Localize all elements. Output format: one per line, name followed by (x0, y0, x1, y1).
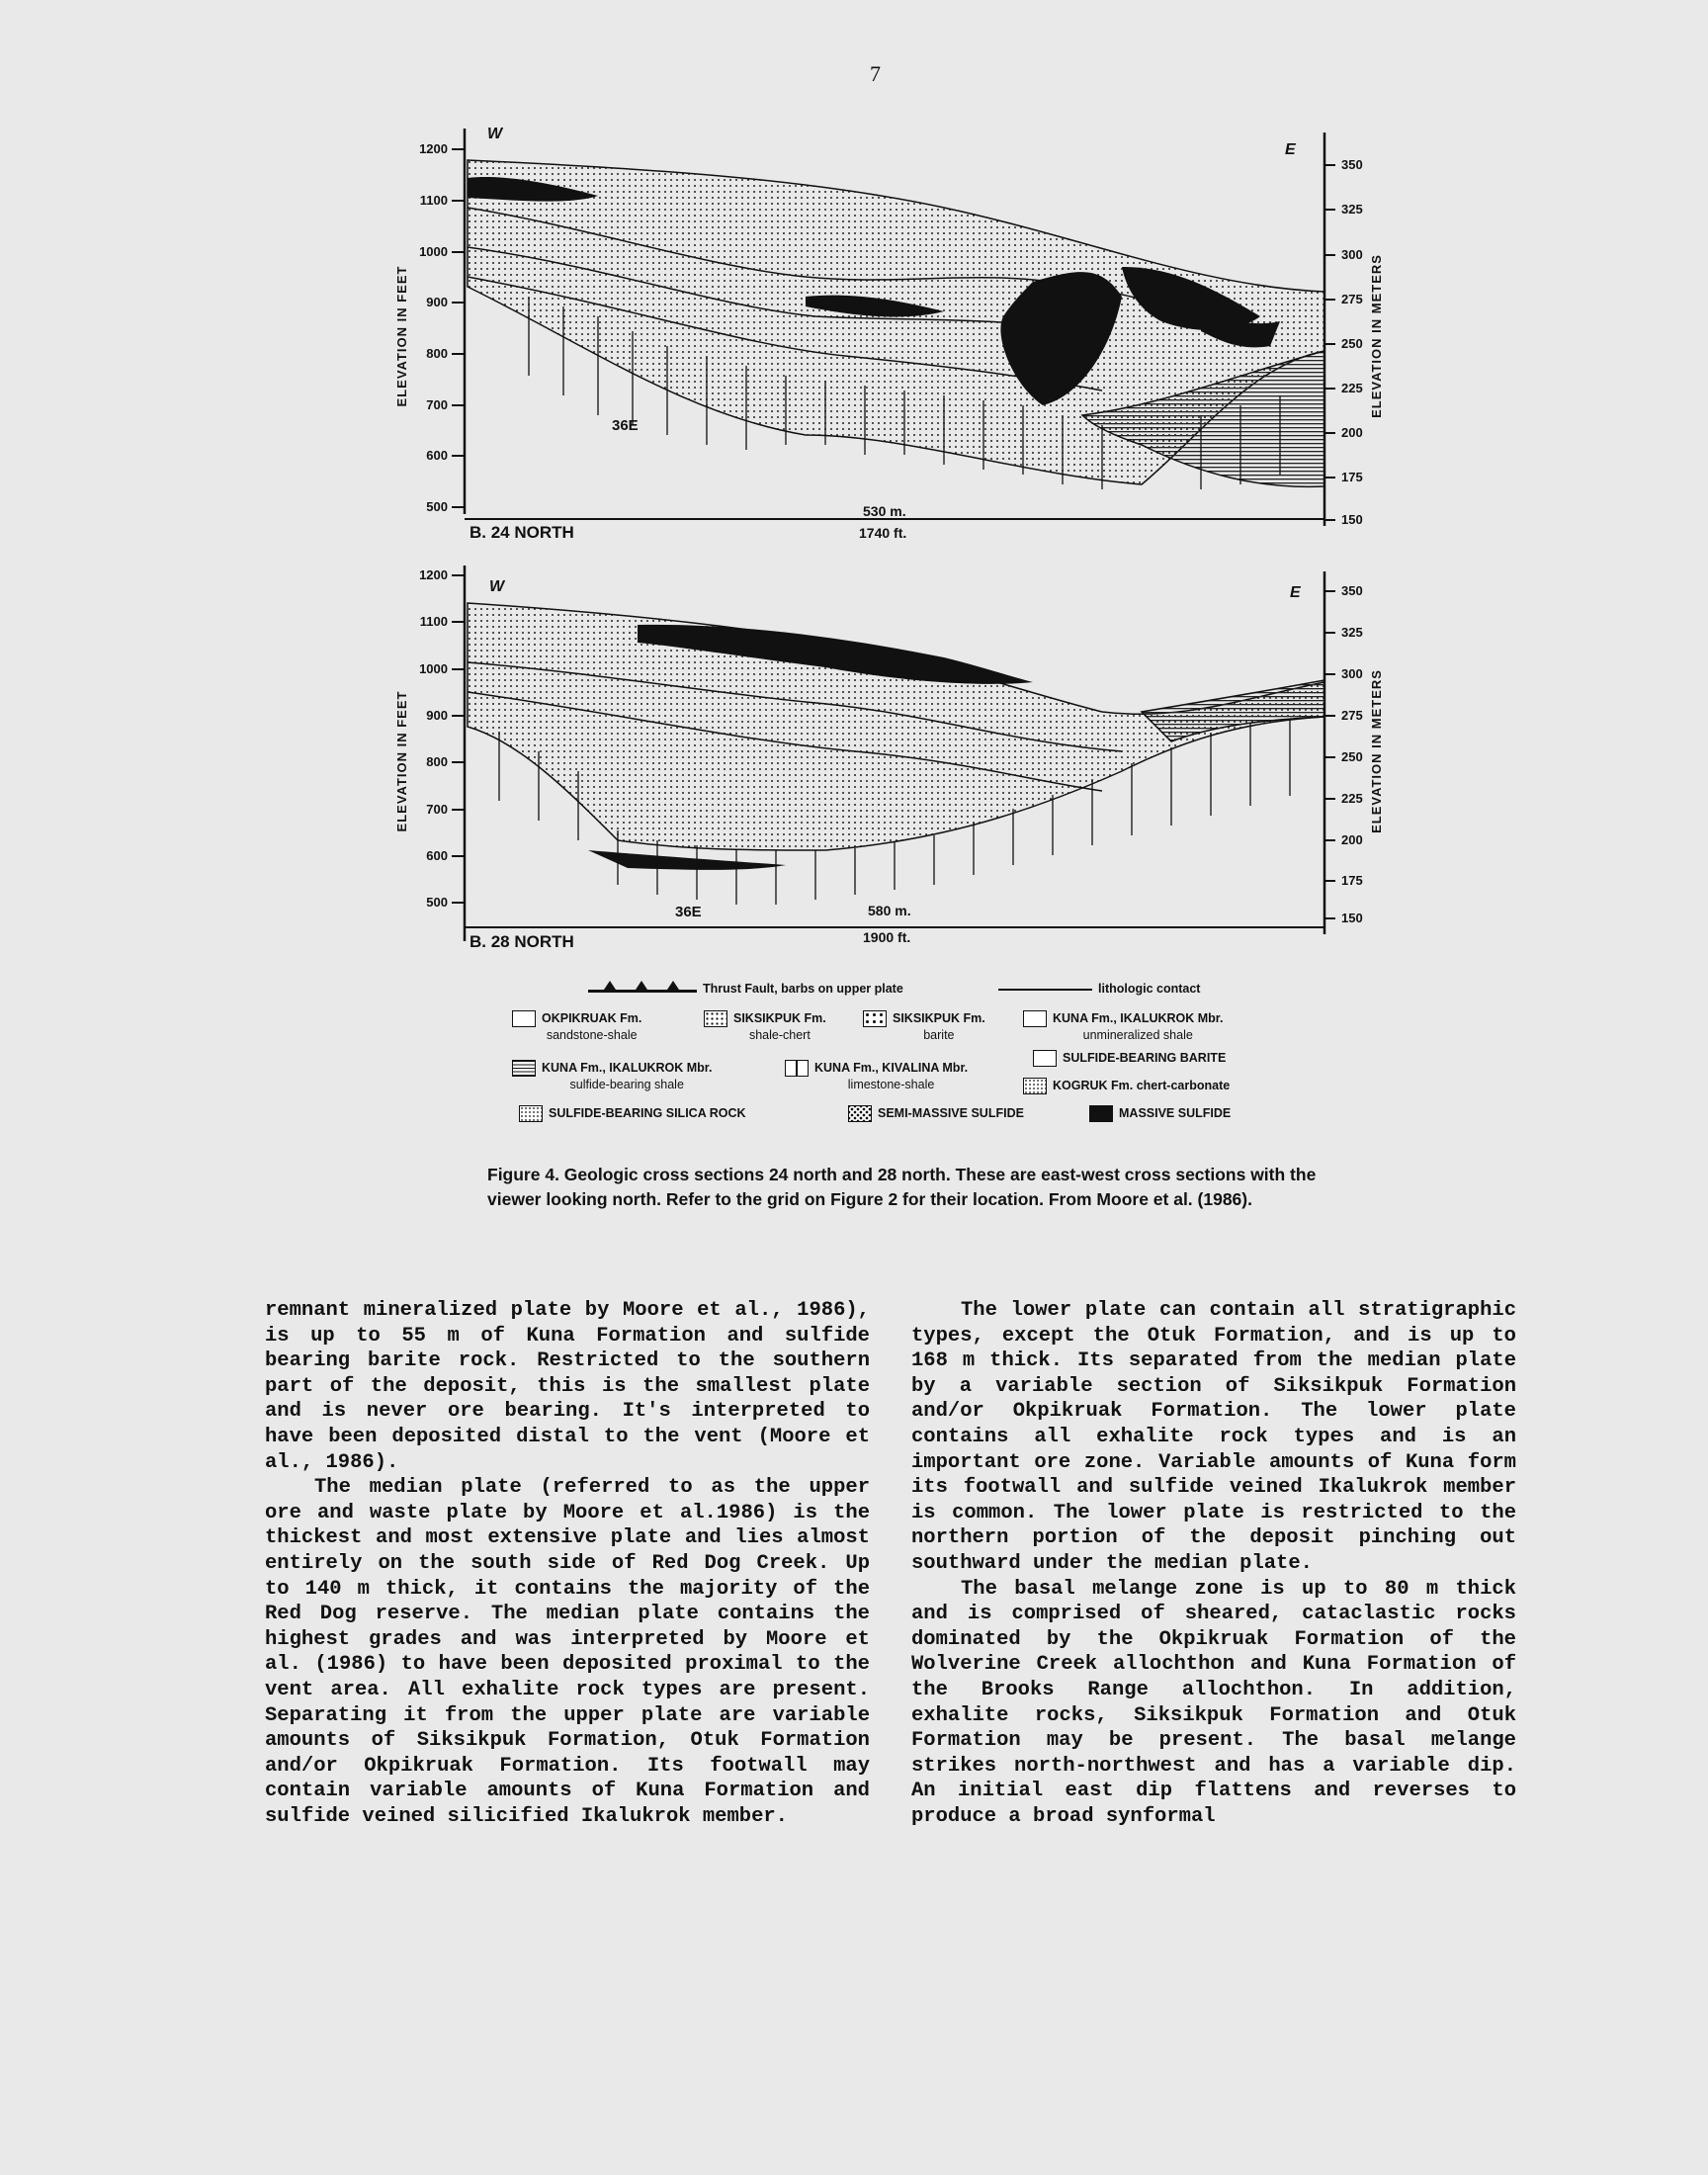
legend-sublabel: unmineralized shale (1082, 1028, 1193, 1042)
legend-okpikruak (512, 1010, 641, 1044)
legend-contact (998, 981, 1200, 998)
legend-semi-massive (848, 1105, 1024, 1122)
feet-tick-label: 800 (426, 346, 448, 361)
legend-sublabel: sandstone-shale (546, 1028, 638, 1042)
legend-swatch (704, 1010, 727, 1027)
feet-tick-label: 900 (426, 295, 448, 309)
feet-tick-label: 800 (426, 754, 448, 769)
feet-ticks-28 (419, 567, 465, 910)
right-axis-title: ELEVATION IN METERS (1369, 669, 1384, 833)
legend-kuna-kivalina (785, 1060, 968, 1093)
feet-tick-label: 1200 (419, 141, 448, 156)
meter-tick-label: 275 (1341, 708, 1363, 723)
legend-massive (1089, 1105, 1231, 1122)
meter-tick-label: 300 (1341, 666, 1363, 681)
legend-thrust-fault-label: Thrust Fault, barbs on upper plate (703, 982, 903, 996)
legend-label: KUNA Fm., IKALUKROK Mbr. (542, 1061, 713, 1075)
scale-feet: 1900 ft. (863, 929, 911, 945)
legend-swatch (512, 1060, 536, 1077)
meter-ticks-28 (1324, 583, 1363, 925)
feet-ticks-24 (419, 141, 465, 514)
feet-tick-label: 1000 (419, 244, 448, 259)
scale-meters: 530 m. (863, 503, 906, 519)
feet-tick-label: 900 (426, 708, 448, 723)
cross-section-28-north (390, 554, 1384, 959)
cross-section-28-north-drawing (390, 554, 1384, 959)
legend-label: KOGRUK Fm. chert-carbonate (1053, 1079, 1231, 1092)
feet-tick-label: 1100 (419, 614, 448, 629)
right-axis-title: ELEVATION IN METERS (1369, 254, 1384, 418)
meter-tick-label: 150 (1341, 911, 1363, 925)
thrust-fault-symbol (588, 981, 697, 995)
west-label: W (489, 578, 505, 595)
legend-siksikpuk-chert (704, 1010, 826, 1044)
scale-feet: 1740 ft. (859, 525, 907, 541)
feet-tick-label: 600 (426, 448, 448, 463)
feet-tick-label: 1100 (419, 193, 448, 208)
feet-tick-label: 1000 (419, 661, 448, 676)
legend-label: SEMI-MASSIVE SULFIDE (878, 1106, 1024, 1120)
text-column-left (265, 1298, 870, 1829)
legend-label: SIKSIKPUK Fm. (893, 1011, 985, 1025)
west-label: W (487, 126, 503, 142)
text-column-right (911, 1298, 1516, 1829)
legend-swatch (519, 1105, 543, 1122)
scale-meters: 580 m. (868, 903, 911, 918)
meter-tick-label: 325 (1341, 625, 1363, 640)
meter-tick-label: 325 (1341, 202, 1363, 217)
paragraph: The basal melange zone is up to 80 m thick and is comprised of sheared, cataclastic rocks dominated by the Okpikruak Formation of the Wolverine Creek allochthon and Kuna Formation of the Brooks Range allochthon. In addition, exhalite rocks, Siksikpuk Formation and Otuk Formation may be present. The basal melange strikes north-northwest and has a variable dip. An initial east dip flattens and reverses to produce a broad synformal (911, 1577, 1516, 1828)
feet-tick-label: 500 (426, 499, 448, 514)
figure-caption: Figure 4. Geologic cross sections 24 north and 28 north. These are east-west cross sections with the viewer looking north. Refer to the grid on Figure 2 for their location. From Moore et al. (1986). (487, 1165, 1317, 1209)
left-axis-title: ELEVATION IN FEET (394, 265, 409, 407)
meter-tick-label: 250 (1341, 336, 1363, 351)
legend-label: OKPIKRUAK Fm. (542, 1011, 642, 1025)
meter-tick-label: 300 (1341, 247, 1363, 262)
meter-tick-label: 175 (1341, 470, 1363, 484)
paragraph: The lower plate can contain all stratigraphic types, except the Otuk Formation, and is up to 168 m thick. Its separated from the median plate by a variable section of Siksikpuk Formation and/or Okpikruak Formation. The lower plate contains all exhalite rock types and is an important ore zone. Variable amounts of Kuna form its footwall and sulfide veined Ikalukrok member is common. The lower plate is restricted to the northern portion of the deposit pinching out southward under the median plate. (911, 1299, 1516, 1575)
legend-contact-label: lithologic contact (1098, 982, 1201, 996)
legend-label: MASSIVE SULFIDE (1119, 1106, 1232, 1120)
contact-line-symbol (998, 989, 1092, 991)
page-number: 7 (870, 61, 881, 86)
meter-tick-label: 225 (1341, 381, 1363, 395)
legend-swatch (863, 1010, 887, 1027)
figure-legend (504, 979, 1354, 1137)
legend-sublabel: shale-chert (748, 1028, 811, 1042)
cross-section-24-north (390, 119, 1384, 554)
legend-sublabel: barite (923, 1028, 955, 1042)
left-axis-title: ELEVATION IN FEET (394, 690, 409, 832)
legend-label: KUNA Fm., IKALUKROK Mbr. (1053, 1011, 1224, 1025)
feet-tick-label: 700 (426, 397, 448, 412)
feet-tick-label: 1200 (419, 567, 448, 582)
meter-tick-label: 275 (1341, 292, 1363, 306)
meter-tick-label: 225 (1341, 791, 1363, 806)
legend-kogruk (1023, 1078, 1230, 1094)
legend-swatch (785, 1060, 809, 1077)
legend-label: SIKSIKPUK Fm. (733, 1011, 826, 1025)
legend-thrust-fault (588, 981, 903, 998)
legend-kuna-unmineralized (1023, 1010, 1223, 1044)
legend-swatch (1089, 1105, 1113, 1122)
legend-sublabel: limestone-shale (847, 1078, 935, 1091)
meter-tick-label: 200 (1341, 832, 1363, 847)
section-title: B. 28 NORTH (470, 932, 574, 951)
legend-swatch (848, 1105, 872, 1122)
legend-label: SULFIDE-BEARING SILICA ROCK (549, 1106, 746, 1120)
legend-label: SULFIDE-BEARING BARITE (1063, 1051, 1227, 1065)
legend-siksikpuk-barite (863, 1010, 985, 1044)
paragraph: remnant mineralized plate by Moore et al., 1986), is up to 55 m of Kuna Formation and sulfide bearing barite rock. Restricted to the southern part of the deposit, this is the smallest plate and is never ore bearing. It's interpreted to have been deposited distal to the vent (Moore et al., 1986). (265, 1299, 870, 1474)
legend-swatch (1023, 1010, 1047, 1027)
legend-kuna-sulfide-shale (512, 1060, 712, 1093)
drill-hole-label: 36E (675, 904, 702, 920)
feet-tick-label: 600 (426, 848, 448, 863)
feet-tick-label: 500 (426, 895, 448, 910)
meter-tick-label: 175 (1341, 873, 1363, 888)
legend-swatch (1023, 1078, 1047, 1094)
legend-sublabel: sulfide-bearing shale (569, 1078, 684, 1091)
legend-sulfide-barite (1033, 1050, 1226, 1067)
meter-tick-label: 350 (1341, 157, 1363, 172)
east-label: E (1285, 141, 1296, 158)
legend-silica-rock (519, 1105, 746, 1122)
section-title: B. 24 NORTH (470, 523, 574, 542)
feet-tick-label: 700 (426, 802, 448, 817)
cross-section-24-north-drawing (390, 119, 1384, 554)
legend-label: KUNA Fm., KIVALINA Mbr. (814, 1061, 969, 1075)
meter-ticks-24 (1324, 157, 1363, 527)
meter-tick-label: 200 (1341, 425, 1363, 440)
paragraph: The median plate (referred to as the upper ore and waste plate by Moore et al.1986) is the thickest and most extensive plate and lies almost entirely on the south side of Red Dog Creek. Up to 140 m thick, it contains the majority of the Red Dog reserve. The median plate contains the highest grades and was interpreted by Moore et al. (1986) to have been deposited proximal to the vent area. All exhalite rock types are present. Separating it from the upper plate are variable amounts of Siksikpuk Formation, Otuk Formation and/or Okpikruak Formation. Its footwall may contain variable amounts of Kuna Formation and sulfide veined silicified Ikalukrok member. (265, 1476, 870, 1828)
legend-swatch (1033, 1050, 1057, 1067)
east-label: E (1290, 584, 1301, 601)
meter-tick-label: 350 (1341, 583, 1363, 598)
drill-hole-label: 36E (612, 417, 639, 434)
meter-tick-label: 250 (1341, 749, 1363, 764)
meter-tick-label: 150 (1341, 512, 1363, 527)
legend-swatch (512, 1010, 536, 1027)
